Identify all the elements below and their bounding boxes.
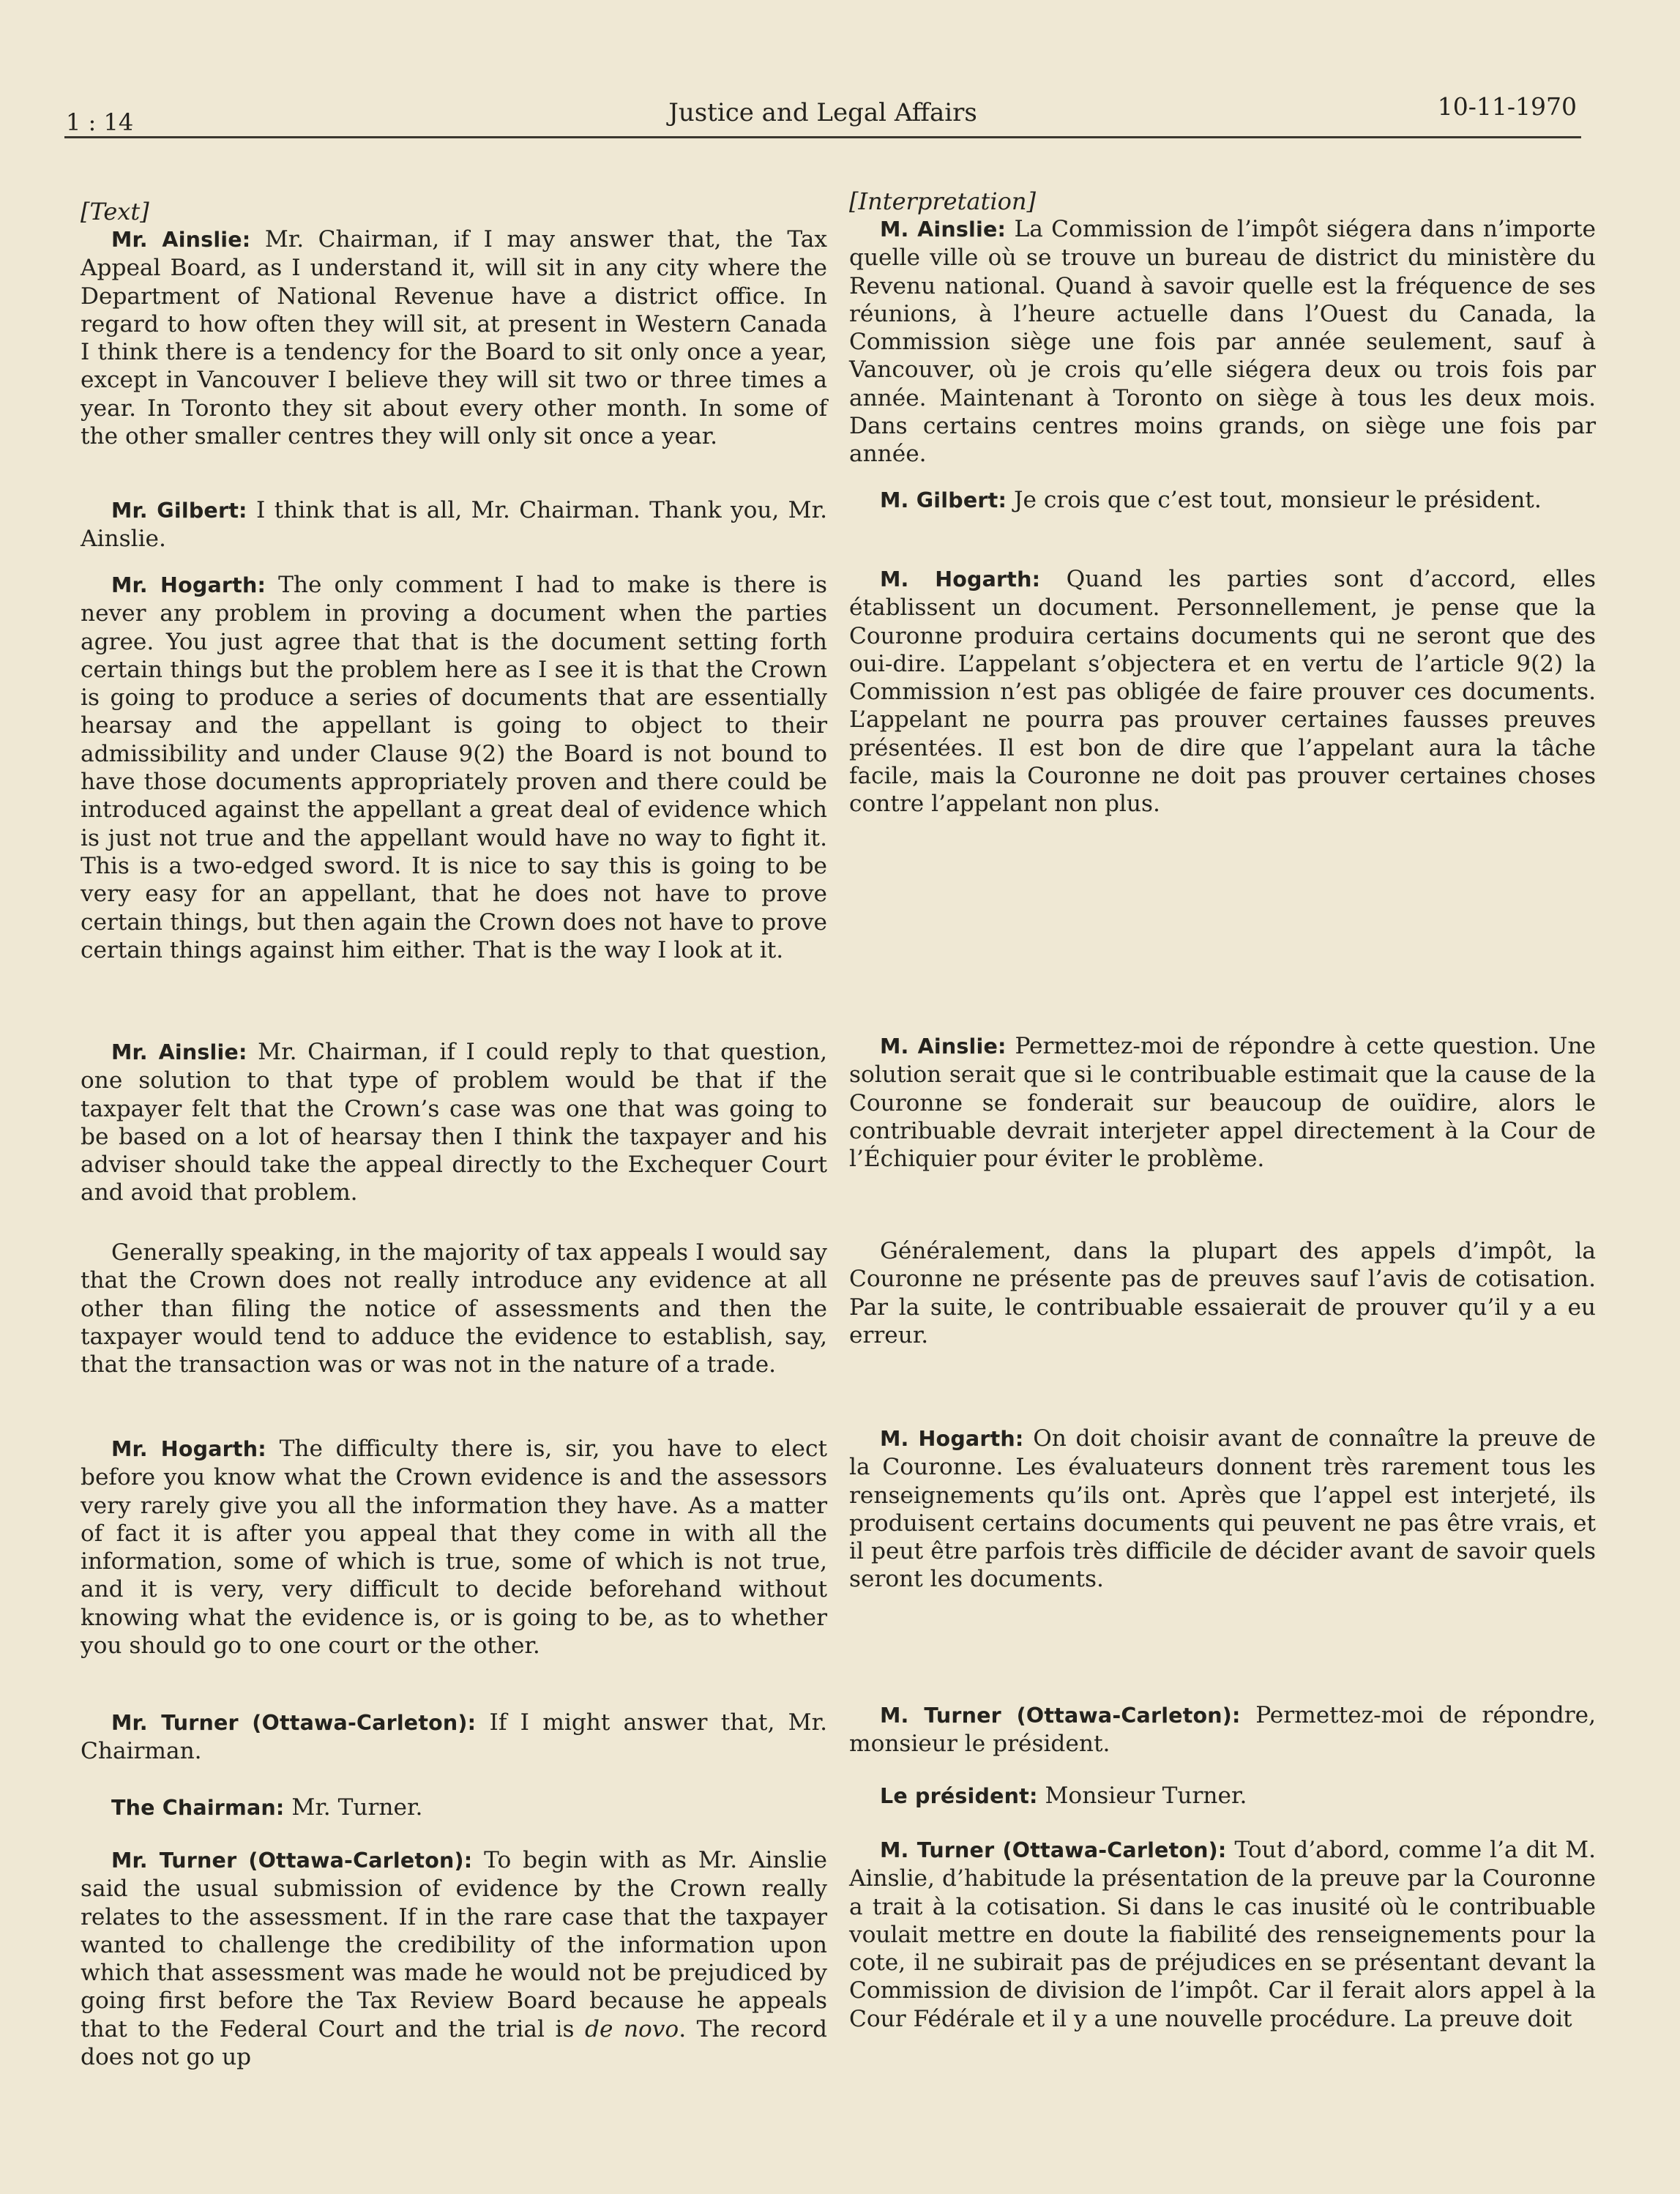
paragraph-text: Monsieur Turner. bbox=[1037, 1783, 1247, 1809]
speaker-name: M. Turner (Ottawa-Carleton): bbox=[880, 1838, 1227, 1862]
speaker-name: M. Ainslie: bbox=[880, 217, 1007, 242]
paragraph-text-end: . The record does not go up bbox=[81, 2015, 828, 2071]
speaker-name: Mr. Hogarth: bbox=[111, 573, 266, 597]
section-label-text: [Text] bbox=[81, 198, 149, 225]
speaker-name: Mr. Hogarth: bbox=[111, 1437, 266, 1461]
speaker-name: Mr. Turner (Ottawa-Carleton): bbox=[111, 1711, 477, 1735]
paragraph-text: Mr. Turner. bbox=[284, 1794, 423, 1821]
paragraph-gilbert bbox=[81, 496, 827, 553]
paragraph-text: Généralement, dans la plupart des appels d’impôt, la Couronne ne présente pas de preuves sauf l’avis de cotisation. Par la suite, le contribuable essaierait de prouver qu’il y a eu erreur. bbox=[849, 1238, 1596, 1348]
paragraph-chairman bbox=[81, 1794, 827, 1822]
paragraph-text: On doit choisir avant de connaître la preuve de la Couronne. Les évaluateurs donnent très rarement tous les renseignements qu’ils ont. Après que l’appel est interjeté, ils produisent certains documents qui peuvent ne pas être vrais, et il peut être parfois très difficile de décider avant de savoir quels seront les documents. bbox=[849, 1425, 1596, 1593]
speaker-name: Mr. Ainslie: bbox=[111, 228, 251, 252]
paragraph-hogarth-2 bbox=[81, 1435, 827, 1660]
paragraph-turner-2-fr bbox=[849, 1836, 1596, 2033]
header-date: 10-11-1970 bbox=[1437, 92, 1577, 121]
paragraph-text: The only comment I had to make is there is never any problem in proving a document when the parties agree. You just agree that that is the document setting forth certain things but the problem here as I see it is that the Crown is going to produce a series of documents that are essentially hearsay and the appellant is going to object to their admissibility and under Clause 9(2) the Board is not bound to have those documents appropriately proven and there could be introduced against the appellant a great deal of evidence which is just not true and the appellant would have no way to fight it. This is a two-edged sword. It is nice to say this is going to be very easy for an appellant, that he does not have to prove certain things, but then again the Crown does not have to prove certain things against him either. That is the way I look at it. bbox=[81, 572, 827, 963]
paragraph-ainslie-1-fr bbox=[849, 215, 1596, 469]
paragraph-text: Generally speaking, in the majority of tax appeals I would say that the Crown does not really introduce any evidence at all other than filing the notice of assessments and then the taxpayer would tend to adduce the evidence to establish, say, that the transaction was or was not in the nature of a trade. bbox=[81, 1239, 827, 1378]
paragraph-hogarth-1-fr bbox=[849, 565, 1596, 818]
paragraph-turner-1 bbox=[81, 1709, 827, 1766]
paragraph-text: To begin with as Mr. Ainslie said the usual submission of evidence by the Crown really relates to the assessment. If in the rare case that the taxpayer wanted to challenge the credibility of the information upon which that assessment was made he would not be prejudiced by going first before the Tax Review Board because he appeals that to the Federal Court and the trial is bbox=[81, 1847, 827, 2042]
paragraph-turner-1-fr bbox=[849, 1701, 1596, 1758]
paragraph-text: The difficulty there is, sir, you have to elect before you know what the Crown evidence is and the assessors very rarely give you all the information they have. As a matter of fact it is after you appeal that they come in with all the information, some of which is true, some of which is not true, and it is very, very difficult to decide beforehand without knowing what the evidence is, or is going to be, as to whether you should go to one court or the other. bbox=[81, 1436, 827, 1660]
section-label-interpretation: [Interpretation] bbox=[849, 187, 1036, 215]
speaker-name: M. Turner (Ottawa-Carleton): bbox=[880, 1704, 1241, 1728]
paragraph-turner-2 bbox=[81, 1846, 827, 2071]
paragraph-text: Je crois que c’est tout, monsieur le président. bbox=[1007, 487, 1542, 513]
paragraph-text: Mr. Chairman, if I may answer that, the Tax Appeal Board, as I understand it, will sit in any city where the Department of National Revenue have a district office. In regard to how often they will sit, at present in Western Canada I think there is a tendency for the Board to sit only once a year, except in Vancouver I believe they will sit two or three times a year. In Toronto they sit about every other month. In some of the other smaller centres they will only sit once a year. bbox=[81, 226, 827, 450]
paragraph-ainslie-1 bbox=[81, 225, 827, 450]
page-number: 1 : 14 bbox=[66, 108, 134, 136]
speaker-name: The Chairman: bbox=[111, 1796, 285, 1820]
paragraph-president-fr bbox=[849, 1782, 1596, 1810]
speaker-name: Le président: bbox=[880, 1784, 1038, 1808]
page-header bbox=[64, 86, 1581, 138]
paragraph-hogarth-1 bbox=[81, 571, 827, 964]
paragraph-hogarth-2-fr bbox=[849, 1425, 1596, 1594]
paragraph-ainslie-2-fr bbox=[849, 1032, 1596, 1173]
speaker-name: M. Hogarth: bbox=[880, 567, 1041, 592]
speaker-name: M. Gilbert: bbox=[880, 488, 1007, 512]
speaker-name: Mr. Gilbert: bbox=[111, 499, 247, 523]
paragraph-text: Permettez-moi de répondre à cette question. Une solution serait que si le contribuable estimait que la cause de la Couronne se fonderait sur beaucoup de ouïdire, alors le contribuable devrait interjeter appel directement à la Cour de l’Échiquier pour éviter le problème. bbox=[849, 1033, 1597, 1173]
running-title: Justice and Legal Affairs bbox=[668, 98, 977, 127]
speaker-name: Mr. Ainslie: bbox=[111, 1040, 247, 1064]
speaker-name: M. Hogarth: bbox=[880, 1427, 1024, 1451]
paragraph-text: Tout d’abord, comme l’a dit M. Ainslie, d’habitude la présentation de la preuve par la Couronne a trait à la cotisation. Si dans le cas inusité où le contribuable voulait mettre en doute la fiabilité des renseignements pour la cote, il ne subirait pas de préjudices en se présentant devant la Commission de division de l’impôt. Car il ferait alors appel à la Cour Fédérale et il y a une nouvelle procédure. La preuve doit bbox=[849, 1837, 1596, 2032]
paragraph-text: If I might answer that, Mr. Chairman. bbox=[81, 1709, 827, 1765]
paragraph-ainslie-2 bbox=[81, 1038, 827, 1207]
paragraph-generally bbox=[81, 1239, 827, 1378]
paragraph-gilbert-fr bbox=[849, 486, 1596, 515]
paragraph-text: Mr. Chairman, if I could reply to that question, one solution to that type of problem would be that if the taxpayer felt that the Crown’s case was one that was going to be based on a lot of hearsay then I think the taxpayer and his adviser should take the appeal directly to the Exchequer Court and avoid that problem. bbox=[81, 1039, 827, 1206]
paragraph-generalement-fr bbox=[849, 1237, 1596, 1349]
italic-term: de novo bbox=[585, 2015, 679, 2042]
paragraph-text: Quand les parties sont d’accord, elles établissent un document. Personnellement, je pense que la Couronne produira certains documents qui ne seront que des oui-dire. L’appelant s’objectera et en vertu de l’article 9(2) la Commission n’est pas obligée de faire prouver ces documents. L’appelant ne pourra pas prouver certaines fausses preuves présentées. Il est bon de dire que l’appelant aura la tâche facile, mais la Couronne ne doit pas prouver certaines choses contre l’appelant non plus. bbox=[849, 566, 1597, 818]
speaker-name: Mr. Turner (Ottawa-Carleton): bbox=[111, 1848, 473, 1873]
speaker-name: M. Ainslie: bbox=[880, 1034, 1007, 1059]
paragraph-text: Permettez-moi de répondre, monsieur le président. bbox=[849, 1702, 1596, 1758]
paragraph-text: I think that is all, Mr. Chairman. Thank you, Mr. Ainslie. bbox=[81, 497, 827, 553]
paragraph-text: La Commission de l’impôt siégera dans n’importe quelle ville où se trouve un bureau de district du ministère du Revenu national. Quand à savoir quelle est la fréquence de ses réunions, à l’heure actuelle dans l’Ouest du Canada, la Commission siège une fois par année seulement, sauf à Vancouver, où je crois qu’elle siégera deux ou trois fois par année. Maintenant à Toronto on siège à tous les deux mois. Dans certains centres moins grands, on siège une fois par année. bbox=[849, 216, 1596, 468]
